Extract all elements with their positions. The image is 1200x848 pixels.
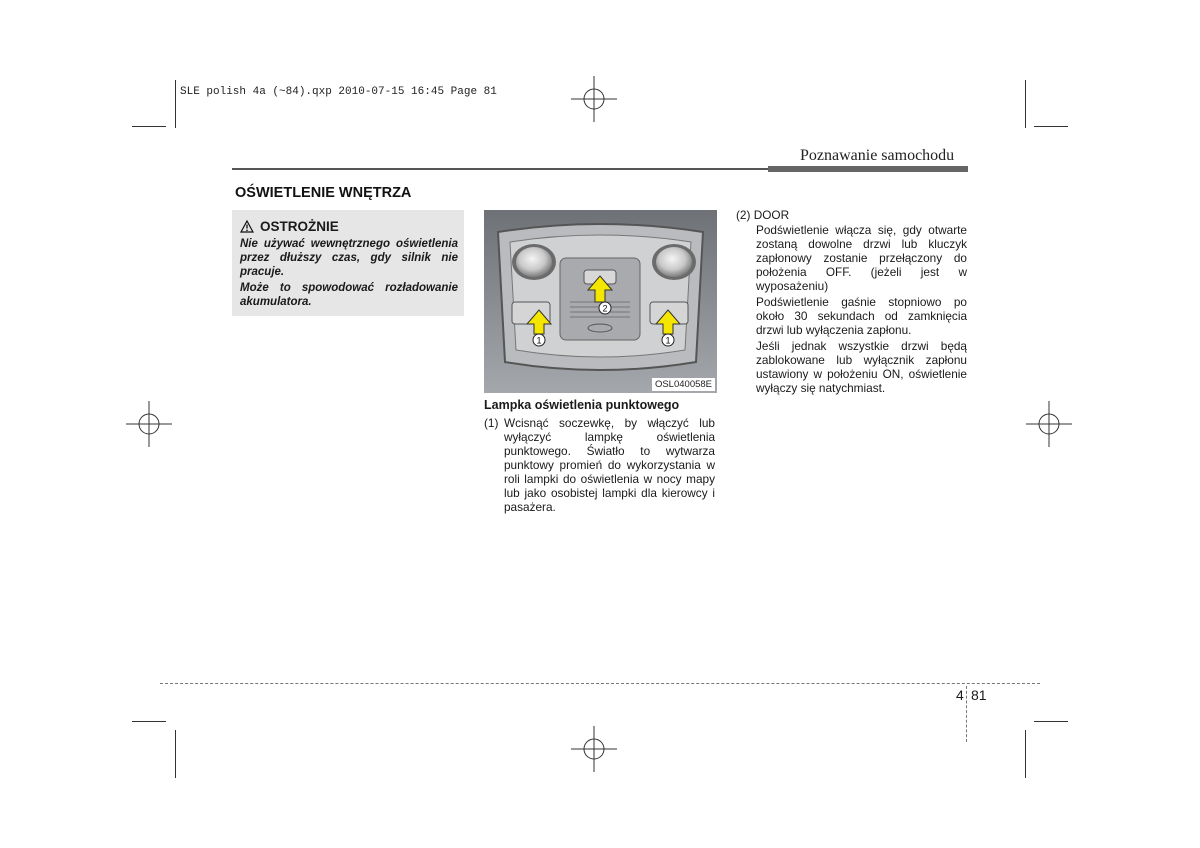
item-label: (2) DOOR bbox=[736, 208, 790, 222]
crop-mark bbox=[175, 80, 176, 128]
header-rule-accent bbox=[768, 166, 968, 172]
page-chapter: 4 bbox=[956, 687, 964, 703]
instruction-item bbox=[484, 416, 717, 516]
page-title: OŚWIETLENIE WNĘTRZA bbox=[235, 185, 412, 201]
caution-box bbox=[232, 210, 464, 316]
overhead-console-photo bbox=[484, 210, 717, 393]
item-text: Wcisnąć soczewkę, by włączyć lub wyłączyć lampkę oświetlenia punktowego. Światło to wytwarza punktowy promień do wykorzystania w roli lampki do oświetlenia w nocy mapy lub jako osobistej lampki dla kierowcy i pasażera. bbox=[504, 416, 715, 514]
registration-mark-icon bbox=[571, 726, 617, 772]
figure-label: 1 bbox=[665, 335, 671, 346]
caution-paragraph: Nie używać wewnętrznego oświetlenia przez dłuższy czas, gdy silnik nie pracuje. bbox=[240, 238, 458, 278]
crop-mark bbox=[1034, 126, 1068, 127]
footer-rule bbox=[160, 683, 1040, 684]
caution-title bbox=[240, 219, 339, 234]
figure-code: OSL040058E bbox=[652, 378, 715, 391]
page-number: 81 bbox=[971, 687, 987, 703]
crop-mark bbox=[132, 721, 166, 722]
print-slug: SLE polish 4a (~84).qxp 2010-07-15 16:45 Page 81 bbox=[180, 86, 497, 98]
crop-mark bbox=[1025, 80, 1026, 128]
crop-mark bbox=[1025, 730, 1026, 778]
item-text: Jeśli jednak wszystkie drzwi będą zablokowane lub wyłącznik zapłonu ustawiony w położeniu ON, oświetlenie wyłączy się natychmiast. bbox=[756, 339, 967, 395]
registration-mark-icon bbox=[571, 76, 617, 122]
item-text: Podświetlenie włącza się, gdy otwarte zostaną dowolne drzwi lub kluczyk zapłonowy zostanie przełączony do położenia OFF. (jeżeli jest w wyposażeniu) bbox=[756, 223, 967, 293]
registration-mark-icon bbox=[1026, 401, 1072, 447]
item-text: Podświetlenie gaśnie stopniowo po około 30 sekundach od zamknięcia drzwi lub wyłączenia zapłonu. bbox=[756, 295, 967, 337]
item-label: (1) bbox=[484, 416, 499, 430]
crop-mark bbox=[1034, 721, 1068, 722]
figure-label: 2 bbox=[602, 303, 608, 314]
crop-mark bbox=[132, 126, 166, 127]
figure-label: 1 bbox=[536, 335, 542, 346]
registration-mark-icon bbox=[126, 401, 172, 447]
caution-paragraph: Może to spowodować rozładowanie akumulatora. bbox=[240, 282, 458, 308]
figure-caption: Lampka oświetlenia punktowego bbox=[484, 398, 680, 412]
warning-triangle-icon bbox=[240, 220, 254, 233]
overhead-console-illustration bbox=[484, 210, 717, 393]
section-header: Poznawanie samochodu bbox=[800, 147, 955, 164]
page-number-separator bbox=[966, 686, 967, 742]
instruction-item bbox=[736, 208, 968, 398]
caution-title-text: OSTROŻNIE bbox=[260, 219, 339, 234]
crop-mark bbox=[175, 730, 176, 778]
